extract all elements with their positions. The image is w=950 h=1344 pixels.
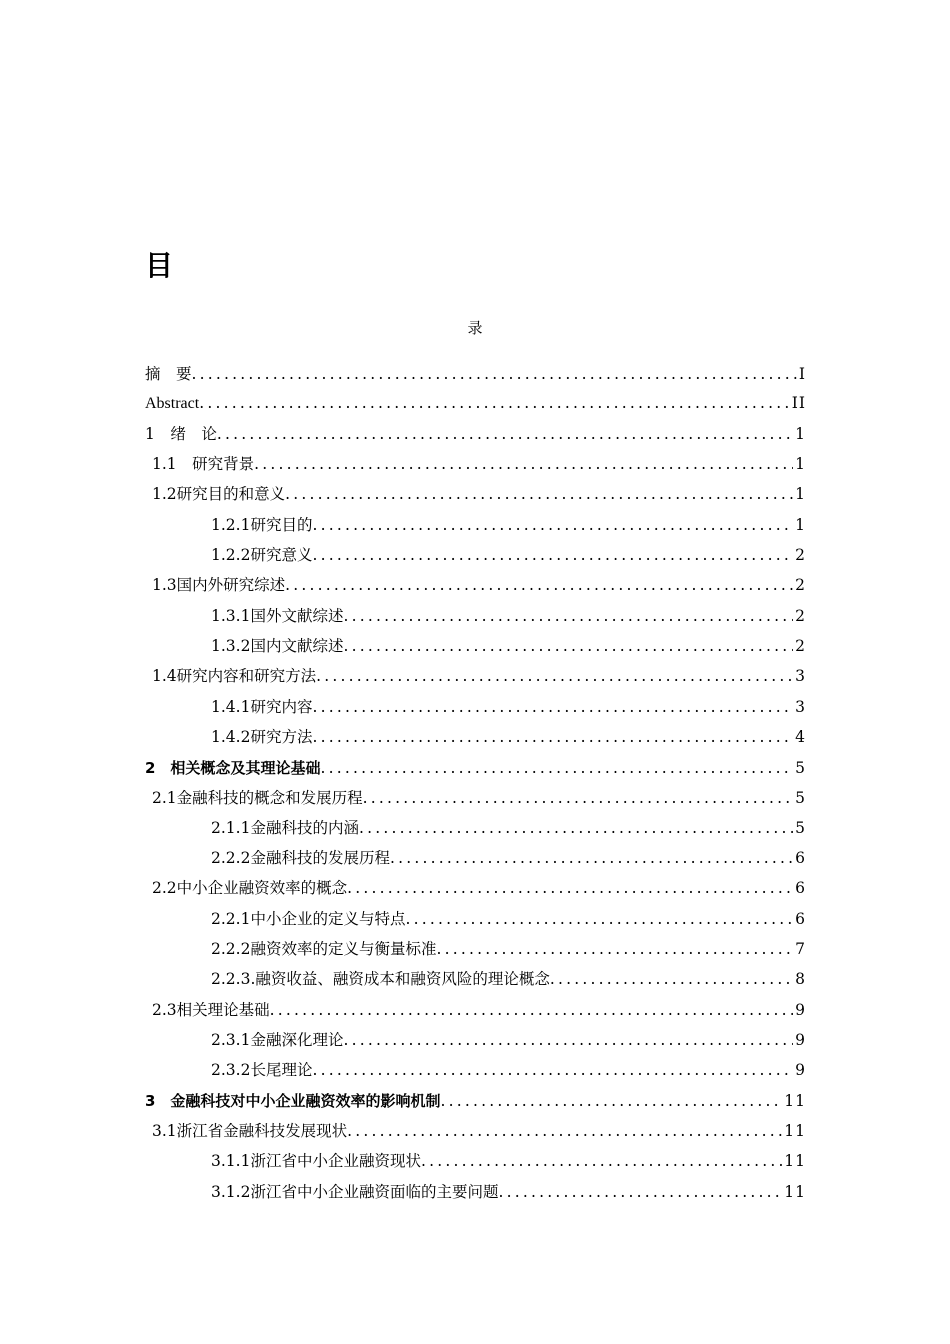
toc-entry-label: 1.3国内外研究综述	[152, 576, 286, 594]
toc-entry-label: 2.3.2长尾理论	[211, 1061, 313, 1079]
toc-entry-1-2[interactable]	[152, 483, 806, 505]
toc-entry-page: 5	[795, 759, 806, 777]
toc-entry-3-1[interactable]	[152, 1120, 806, 1142]
toc-leader-dots	[316, 665, 793, 687]
toc-entry-2-3-2[interactable]	[211, 1059, 806, 1081]
toc-entry-page: 2	[795, 607, 806, 625]
toc-leader-dots	[363, 787, 793, 809]
toc-entry-label: 1.4研究内容和研究方法	[152, 667, 317, 685]
toc-entry-page: 2	[795, 637, 806, 655]
toc-entry-label: 3.1浙江省金融科技发展现状	[152, 1122, 348, 1140]
toc-leader-dots	[498, 1181, 782, 1203]
toc-entry-page: 1	[795, 455, 806, 473]
toc-leader-dots	[550, 968, 793, 990]
toc-leader-dots	[343, 1029, 793, 1051]
toc-entry-page: 7	[795, 940, 806, 958]
toc-entry-1-3-2[interactable]	[211, 635, 806, 657]
toc-entry-page: 2	[795, 546, 806, 564]
toc-entry-label: Abstract	[145, 395, 200, 412]
toc-entry-label: 2.2中小企业融资效率的概念	[152, 879, 348, 897]
toc-leader-dots	[192, 363, 797, 385]
toc-entry-page: 5	[795, 789, 806, 807]
toc-leader-dots	[285, 483, 793, 505]
toc-leader-dots	[285, 574, 793, 596]
toc-entry-1-2-2[interactable]	[211, 544, 806, 566]
toc-leader-dots	[254, 453, 793, 475]
toc-entry-label: 1.2.1研究目的	[211, 516, 313, 534]
toc-entry-1-4[interactable]	[152, 665, 806, 687]
toc-entry-chapter-1[interactable]	[145, 423, 806, 445]
toc-entry-label: 1 绪 论	[145, 425, 217, 443]
toc-entry-1-2-1[interactable]	[211, 514, 806, 536]
toc-leader-dots	[217, 423, 793, 445]
toc-entry-label: 1.3.1国外文献综述	[211, 607, 344, 625]
toc-entry-3-1-2[interactable]	[211, 1181, 806, 1203]
toc-entry-1-4-1[interactable]	[211, 696, 806, 718]
toc-entry-page: 6	[795, 910, 806, 928]
toc-entry-1-3[interactable]	[152, 574, 806, 596]
toc-entry-1-1[interactable]	[152, 453, 806, 475]
toc-entry-label: 2.3.1金融深化理论	[211, 1031, 344, 1049]
toc-entry-2-2-2-history[interactable]	[211, 847, 806, 869]
toc-entry-2-2[interactable]	[152, 877, 806, 899]
toc-leader-dots	[270, 999, 793, 1021]
toc-entry-label: 3.1.2浙江省中小企业融资面临的主要问题	[211, 1183, 499, 1201]
toc-leader-dots	[312, 514, 793, 536]
toc-entry-chapter-2[interactable]	[145, 757, 806, 779]
toc-entry-label: 1.4.2研究方法	[211, 728, 313, 746]
toc-entry-2-3[interactable]	[152, 999, 806, 1021]
toc-entry-1-3-1[interactable]	[211, 605, 806, 627]
toc-entry-abstract-en[interactable]	[145, 392, 806, 414]
toc-entry-label: 3.1.1浙江省中小企业融资现状	[211, 1152, 421, 1170]
toc-entry-page: 8	[795, 970, 806, 988]
toc-title-first-char: 目	[145, 249, 174, 282]
toc-leader-dots	[312, 726, 793, 748]
toc-entry-label: 1.2研究目的和意义	[152, 485, 286, 503]
toc-leader-dots	[347, 1120, 782, 1142]
toc-entry-label: 3 金融科技对中小企业融资效率的影响机制	[145, 1092, 441, 1110]
toc-entry-2-2-2[interactable]	[211, 938, 806, 960]
toc-entry-label: 2.2.2金融科技的发展历程	[211, 849, 390, 867]
toc-entry-2-2-3[interactable]	[211, 968, 806, 990]
toc-entry-3-1-1[interactable]	[211, 1150, 806, 1172]
toc-leader-dots	[405, 908, 793, 930]
toc-title-second-char: 录	[467, 319, 483, 337]
toc-leader-dots	[320, 757, 793, 779]
toc-leader-dots	[343, 635, 793, 657]
toc-entry-label: 1.3.2国内文献综述	[211, 637, 344, 655]
toc-entry-page: 1	[795, 516, 806, 534]
toc-entry-page: 1	[795, 485, 806, 503]
toc-entry-1-4-2[interactable]	[211, 726, 806, 748]
toc-entry-abstract-cn[interactable]	[145, 363, 806, 385]
toc-entry-label: 2.1金融科技的概念和发展历程	[152, 789, 363, 807]
toc-entry-page: I	[798, 365, 806, 383]
toc-entry-label: 1.2.2研究意义	[211, 546, 313, 564]
toc-entry-page: 11	[784, 1152, 806, 1170]
toc-entry-page: 9	[795, 1001, 806, 1019]
toc-leader-dots	[343, 605, 793, 627]
toc-entry-page: 4	[795, 728, 806, 746]
toc-entry-page: 3	[795, 667, 806, 685]
toc-entry-page: 9	[795, 1061, 806, 1079]
toc-entry-2-1[interactable]	[152, 787, 806, 809]
toc-entry-label: 2.2.1中小企业的定义与特点	[211, 910, 406, 928]
toc-entry-page: 5	[795, 819, 806, 837]
toc-entry-page: 3	[795, 698, 806, 716]
toc-entry-page: 11	[784, 1183, 806, 1201]
toc-leader-dots	[312, 544, 793, 566]
toc-entry-page: 2	[795, 576, 806, 594]
toc-entry-label: 2.3相关理论基础	[152, 1001, 270, 1019]
toc-entry-2-2-1[interactable]	[211, 908, 806, 930]
toc-entry-page: 6	[795, 879, 806, 897]
toc-entry-chapter-3[interactable]	[145, 1090, 806, 1112]
toc-leader-dots	[199, 392, 790, 414]
toc-entry-label: 2 相关概念及其理论基础	[145, 759, 321, 777]
toc-leader-dots	[436, 938, 793, 960]
toc-entry-label: 1.1 研究背景	[152, 455, 255, 473]
toc-entry-label: 2.1.1金融科技的内涵	[211, 819, 359, 837]
toc-entry-label: 2.2.2融资效率的定义与衡量标准	[211, 940, 437, 958]
toc-entry-2-1-1[interactable]	[211, 817, 806, 839]
toc-entry-page: 9	[795, 1031, 806, 1049]
toc-leader-dots	[421, 1150, 782, 1172]
toc-leader-dots	[312, 1059, 793, 1081]
toc-leader-dots	[359, 817, 793, 839]
toc-entry-label: 摘 要	[145, 365, 192, 383]
toc-entry-label: 2.2.3.融资收益、融资成本和融资风险的理论概念	[211, 970, 550, 988]
toc-entry-2-3-1[interactable]	[211, 1029, 806, 1051]
toc-entry-page: 11	[784, 1122, 806, 1140]
toc-entry-label: 1.4.1研究内容	[211, 698, 313, 716]
toc-entry-page: 6	[795, 849, 806, 867]
toc-entry-page: 1	[795, 425, 806, 443]
toc-leader-dots	[347, 877, 793, 899]
toc-entry-page: II	[791, 394, 806, 412]
toc-leader-dots	[440, 1090, 782, 1112]
toc-leader-dots	[390, 847, 793, 869]
toc-leader-dots	[312, 696, 793, 718]
toc-entry-page: 11	[784, 1092, 806, 1110]
